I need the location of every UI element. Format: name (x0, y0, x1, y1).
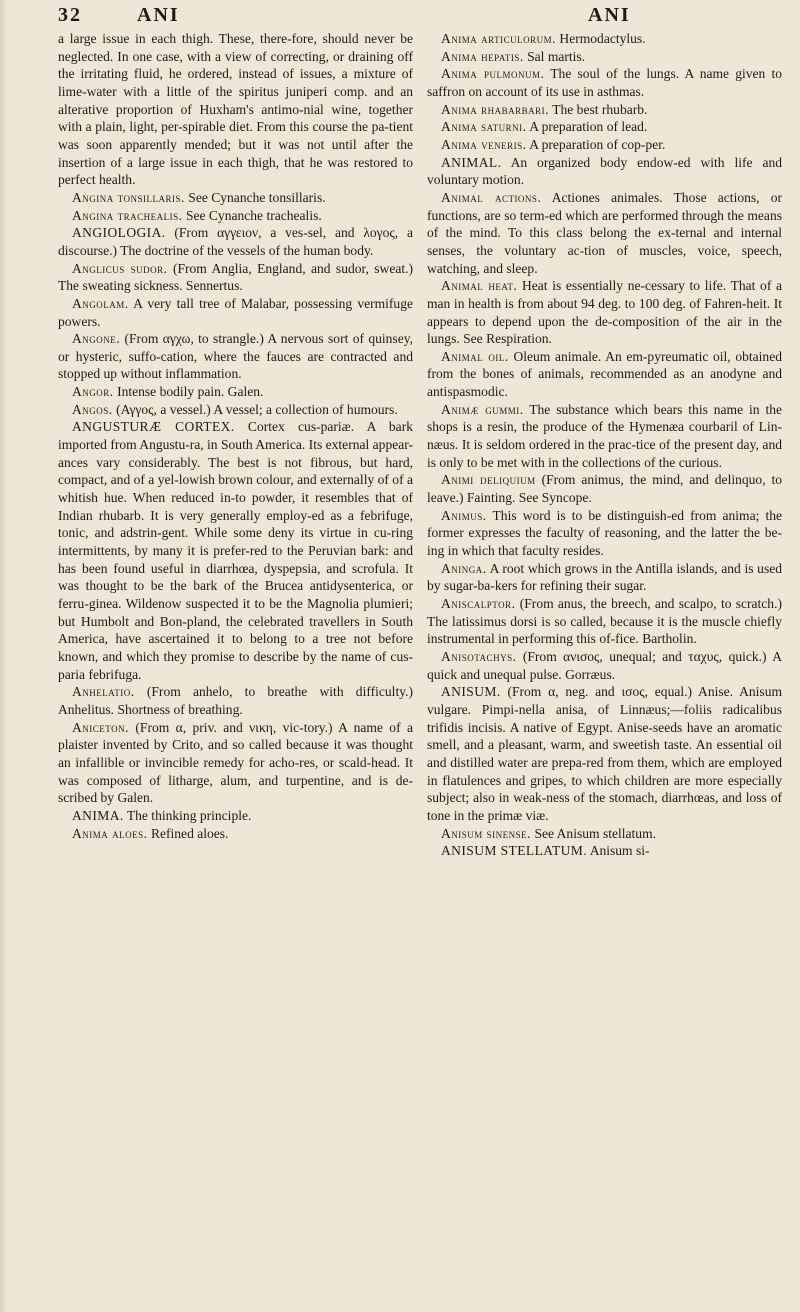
entry-headword: Anima rhabarbari. (441, 101, 550, 117)
dictionary-entry (427, 401, 782, 472)
entry-headword: Anima pulmonum. (441, 66, 545, 82)
entry-headword: ANISUM. (441, 684, 501, 700)
dictionary-entry (58, 207, 413, 225)
right-column (427, 30, 782, 860)
dictionary-entry (58, 719, 413, 807)
entry-text: The soul of the lungs. A name given to saffron on account of its use in asthmas. (427, 66, 783, 99)
dictionary-entry (58, 683, 413, 718)
entry-headword: Angolam. (72, 295, 129, 311)
entry-headword: Anima articulorum. (441, 31, 557, 46)
entry-headword: ANIMAL. (441, 154, 502, 170)
entry-text: The thinking principle. (126, 807, 252, 823)
entry-headword: Anhelatio. (72, 684, 135, 700)
entry-headword: Aniceton. (72, 719, 130, 735)
dictionary-entry (58, 383, 413, 401)
entry-text: The best rhubarb. (552, 101, 648, 117)
entry-text: See Cynanche tonsillaris. (188, 189, 326, 205)
entry-text: Actiones animales. Those actions, or functions, are so term-ed which are performed through the means of the mind. To this class belong the ex-ternal and internal senses, the voluntary ac-tion of muscles, voice, speech, watching, and sleep. (427, 189, 782, 276)
entry-headword: ANGUSTURÆ CORTEX. (72, 419, 235, 435)
entry-text: Oleum animale. An em-pyreumatic oil, obtained from the bones of animals, recommended as an anodyne and antispasmodic. (427, 348, 782, 400)
dictionary-entry (427, 136, 782, 154)
dictionary-entry (58, 330, 413, 383)
entry-text: See Cynanche trachealis. (185, 207, 322, 223)
entry-text: Cortex cus-pariæ. A bark imported from Angustu-ra, in South America. Its external appear-ances vary considerably. The best is not fibrous, but hard, compact, and of a yel-lowish brown colour, and externally of of a whitish hue. When reduced in-to powder, it resembles that of Indian rhubarb. It is very generally employ-ed as a febrifuge, tonic, and adstrin-gent. While some deny its virtue in cu-ring intermittents, by many it is prefer-red to the Peruvian bark: and has been found useful in diarrhœa, dyspepsia, and scrofula. It was thought to be the bark of the Brucea antidysenterica, or ferru-ginea. Wildenow suspected it to be the Magnolia plumieri; but Humbolt and Bon-pland, the celebrated travellers in South America, have ascertained it to belong to a tree not before known, and which they promise to describe by the name of cus-paria febrifuga. (58, 419, 413, 682)
dictionary-entry (427, 101, 782, 119)
entry-text: (From animus, the mind, and delinquo, to leave.) Fainting. See Syncope. (427, 472, 783, 506)
entry-headword: ANISUM STELLATUM. (441, 843, 588, 859)
entry-text: (From αγχω, to strangle.) A nervous sort of quinsey, or hysteric, suffo-cation, where the fauces are contracted and stopped up without inflammation. (58, 331, 413, 382)
dictionary-entry (58, 295, 413, 330)
entry-headword: Animal heat. (441, 278, 518, 294)
dictionary-entry (427, 154, 782, 189)
entry-headword: Anglicus sudor. (72, 260, 168, 276)
entry-text: Anisum si- (589, 843, 650, 859)
dictionary-entry (58, 260, 413, 295)
entry-text: (From ανισος, unequal; and ταχυς, quick.) A quick and unequal pulse. Gorræus. (427, 648, 782, 682)
entry-text: An organized body endow-ed with life and voluntary motion. (427, 154, 783, 188)
dictionary-entry (58, 807, 413, 825)
entry-headword: Animal actions. (441, 189, 542, 205)
entry-headword: Anima hepatis. (441, 48, 524, 64)
entry-headword: Aniscalptor. (441, 596, 516, 611)
entry-text: (From Anglia, England, and sudor, sweat.) The sweating sickness. Sennertus. (58, 260, 414, 294)
dictionary-entry (58, 30, 413, 189)
dictionary-entry (427, 118, 782, 136)
entry-headword: Animi deliquium (441, 472, 536, 488)
entry-headword: Animæ gummi. (441, 401, 524, 417)
entry-text: A preparation of lead. (529, 119, 648, 135)
entry-text: (From αγγειον, a ves-sel, and λογος, a discourse.) The doctrine of the vessels of the human body. (58, 225, 413, 258)
entry-headword: Anima aloes. (72, 825, 148, 841)
dictionary-entry (427, 842, 782, 860)
entry-text: A preparation of cop-per. (529, 136, 666, 152)
entry-headword: Angone. (72, 331, 121, 347)
entry-text: This word is to be distinguish-ed from anima; the former expresses the faculty of reasoning, and the latter the be-ing in which that faculty resides. (427, 507, 782, 559)
entry-headword: Anima veneris. (441, 136, 527, 152)
left-guide-word: ANI (137, 4, 180, 26)
entry-headword: Angor. (72, 384, 114, 400)
dictionary-entry (427, 30, 782, 48)
page-number: 32 (58, 4, 82, 26)
dictionary-entry (427, 189, 782, 277)
dictionary-entry (58, 401, 413, 419)
entry-headword: Anisum sinense. (441, 825, 532, 841)
entry-headword: Angos. (72, 401, 113, 417)
dictionary-entry (427, 65, 782, 100)
dictionary-entry (427, 825, 782, 843)
entry-text: Hermodactylus. (559, 31, 646, 46)
entry-text: A very tall tree of Malabar, possessing vermifuge powers. (58, 295, 413, 329)
dictionary-entry (427, 348, 782, 401)
entry-text: (From α, priv. and νικη, vic-tory.) A name of a plaister invented by Crito, and so called because it was thought an infallible or invincible remedy for acho-res, or scald-head. It was composed of litharge, alum, and turpentine, and is de-scribed by Galen. (58, 719, 413, 806)
entry-headword: Animus. (441, 507, 487, 523)
entry-headword: ANIMA. (72, 807, 124, 823)
right-guide-word: ANI (588, 4, 631, 26)
entry-text: A root which grows in the Antilla islands, and is used by sugar-ba-kers for refining their sugar. (427, 560, 783, 594)
entry-headword: Animal oil. (441, 348, 509, 364)
dictionary-entry (427, 277, 782, 348)
dictionary-entry (427, 471, 782, 506)
page-gutter-shadow (0, 0, 8, 1312)
dictionary-entry (427, 560, 782, 595)
left-column (58, 30, 413, 860)
dictionary-entry (58, 418, 413, 683)
entry-headword: Angina tonsillaris. (72, 189, 185, 205)
entry-text: a large issue in each thigh. These, there-fore, should never be neglected. In one case, with a view of correcting, or draining off the irritating fluid, he ordered, instead of issues, a mixture of lime-water with a little of the spiritus juniperi comp. and an alterative proportion of Huxham's antimo-nial wine, together with a plain, light, per-spirable diet. From this course the pa-tient was soon apparently mended; but it was not until after the insertion of a large issue in each thigh, that he was restored to perfect health. (58, 31, 413, 188)
dictionary-entry (427, 683, 782, 824)
two-column-body (58, 30, 782, 860)
entry-text: (Αγγος, a vessel.) A vessel; a collection of humours. (116, 401, 398, 417)
entry-text: (From α, neg. and ισος, equal.) Anise. Anisum vulgare. Pimpi-nella anisa, of Linnæus;—foliis radicalibus trifidis incisis. A native of Egypt. Anise-seeds have an aromatic smell, and a pleasant, warm, and sweetish taste. An essential oil and distilled water are prepa-red from them, which are employed in flatulences and gripes, to which children are more especially subject; also in weak-ness of the stomach, diarrhœas, and loss of tone in the primæ viæ. (427, 684, 783, 823)
entry-text: (From anus, the breech, and scalpo, to scratch.) The latissimus dorsi is so called, because it is the muscle chiefly instrumental in performing this of-fice. Bartholin. (427, 596, 782, 647)
entry-text: The substance which bears this name in the shops is a resin, the produce of the Hymenæa courbaril of Lin-næus. It is seldom ordered in the prac-tice of the present day, and is only to be met with in the collections of the curious. (427, 401, 782, 470)
dictionary-entry (427, 648, 782, 683)
entry-text: Refined aloes. (150, 825, 229, 841)
entry-headword: Anima saturni. (441, 119, 527, 135)
dictionary-entry (427, 48, 782, 66)
entry-headword: Anisotachys. (441, 648, 517, 664)
entry-headword: ANGIOLOGIA. (72, 225, 166, 241)
entry-text: Sal martis. (527, 48, 586, 64)
entry-headword: Angina trachealis. (72, 207, 183, 223)
dictionary-entry (58, 189, 413, 207)
dictionary-entry (427, 595, 782, 648)
entry-headword: Aninga. (441, 560, 487, 576)
entry-text: Heat is essentially ne-cessary to life. That of a man in health is from about 94 deg. to 100 deg. of Fahren-heit. It appears to depend upon the de-composition of the air in the lungs. See Respiration. (427, 278, 782, 347)
entry-text: Intense bodily pain. Galen. (117, 384, 264, 400)
entry-text: (From anhelo, to breathe with difficulty.) Anhelitus. Shortness of breathing. (58, 684, 413, 717)
page-header (58, 2, 778, 30)
dictionary-entry (58, 825, 413, 843)
dictionary-entry (427, 507, 782, 560)
entry-text: See Anisum stellatum. (534, 825, 656, 841)
dictionary-entry (58, 224, 413, 259)
